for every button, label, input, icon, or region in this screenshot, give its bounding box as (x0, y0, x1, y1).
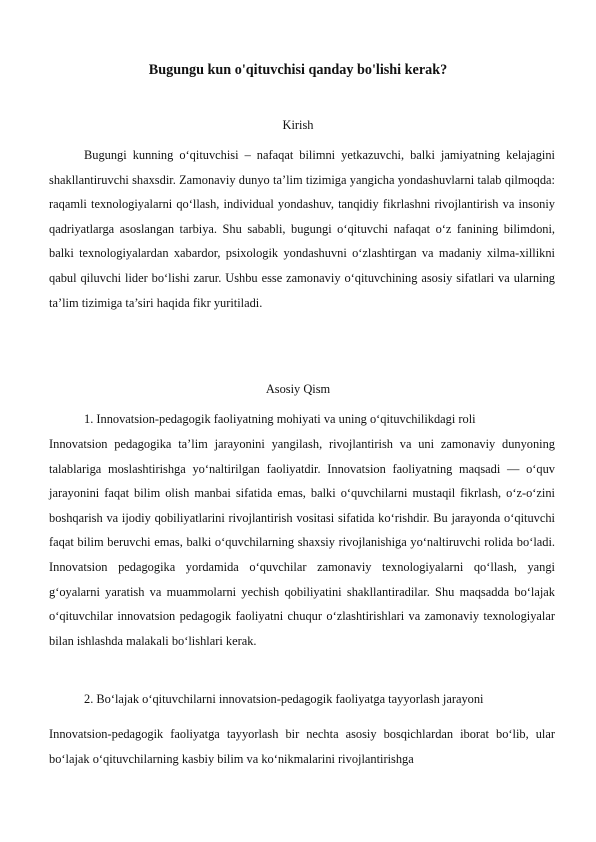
intro-heading: Kirish (282, 118, 314, 132)
section2-paragraph: Innovatsion-pedagogik faoliyatga tayyorlash bir nechta asosiy bosqichlardan iborat bo‘lib, ular bo‘lajak o‘qituvchilarning kasbiy bilim va ko‘nikmalarini rivojlantirishga (49, 727, 555, 766)
document-title: Bugungu kun o'qituvchisi qanday bo'lishi kerak? (148, 62, 448, 78)
section2-title: 2. Bo‘lajak o‘qituvchilarni innovatsion-pedagogik faoliyatga tayyorlash jarayoni (84, 692, 484, 706)
section1-title: 1. Innovatsion-pedagogik faoliyatning mohiyati va uning o‘qituvchilikdagi roli (84, 412, 476, 426)
intro-paragraph: Bugungi kunning o‘qituvchisi – nafaqat bilimni yetkazuvchi, balki jamiyatning kelajagini shakllantiruvchi shaxsdir. Zamonaviy dunyo ta’lim tizimiga yangicha yondashuvlarni talab qilmoqda: raqamli texnologiyalarni qo‘llash, individual yondashuv, tanqidiy fikrlashni rivojlantirish va insoniy qadriyatlarga asoslangan tarbiya. Shu sababli, bugungi o‘qituvchi nafaqat o‘z fanining bilimdoni, balki texnologiyalardan xabardor, psixologik yondashuvni o‘zlashtirgan va madaniy xilma-xillikni qabul qiluvchi lider bo‘lishi zarur. Ushbu esse zamonaviy o‘qituvchining asosiy sifatlari va ularning ta’lim tizimiga ta’siri haqida fikr yuritiladi. (49, 148, 555, 310)
section1-paragraph: Innovatsion pedagogika ta’lim jarayonini yangilash, rivojlantirish va uni zamonaviy dunyoning talablariga moslashtirishga yo‘naltirilgan faoliyatdir. Innovatsion faoliyatning maqsadi — o‘quv jarayonini faqat bilim olish manbai sifatida emas, balki o‘quvchilarni mustaqil fikrlash, o‘z-o‘zini boshqarish va ijodiy qobiliyatlarini rivojlantirish vositasi sifatida ko‘rishdir. Bu jarayonda o‘qituvchi faqat bilim beruvchi emas, balki o‘quvchilarning shaxsiy rivojlanishiga yo‘naltiruvchi rolida bo‘ladi. Innovatsion pedagogika yordamida o‘quvchilar zamonaviy texnologiyalarni qo‘llash, yangi g‘oyalarni yaratish va muammolarni yechish qobiliyatini shakllantiradilar. Shu maqsadda bo‘lajak o‘qituvchilar innovatsion pedagogik faoliyatni chuqur o‘zlashtirishlari va zamonaviy texnologiyalar bilan ishlashda malakali bo‘lishlari kerak. (49, 437, 555, 648)
main-heading: Asosiy Qism (265, 382, 331, 396)
